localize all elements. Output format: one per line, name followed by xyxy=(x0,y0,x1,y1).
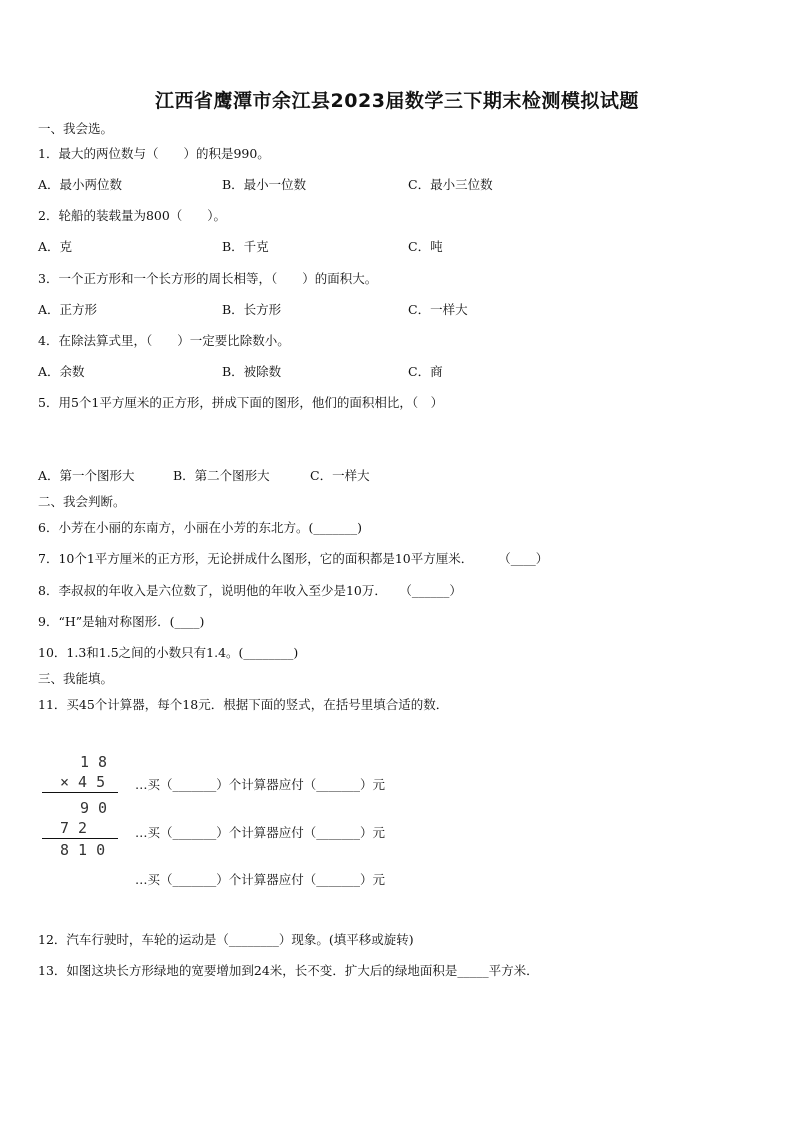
q1-option-b: B．最小一位数 xyxy=(222,177,307,192)
q3-option-b: B．长方形 xyxy=(222,302,282,317)
calc-multiplier: × 4 5 xyxy=(60,773,106,791)
q5-option-a: A．第一个图形大 xyxy=(38,468,135,483)
question-5: 5．用5个1平方厘米的正方形，拼成下面的图形，他们的面积相比，（ ） xyxy=(38,395,444,410)
calc-product: 8 1 0 xyxy=(60,841,106,859)
question-2: 2．轮船的装载量为800（ ）。 xyxy=(38,208,227,223)
calc-partial-2: 7 2 xyxy=(60,819,88,837)
question-6: 6．小芳在小丽的东南方，小丽在小芳的东北方。(_______) xyxy=(38,520,362,535)
q3-option-a: A．正方形 xyxy=(38,302,98,317)
q11-answer-line-1: …买（_______）个计算器应付（_______）元 xyxy=(135,777,386,792)
q11-answer-line-3: …买（_______）个计算器应付（_______）元 xyxy=(135,872,386,887)
q2-option-b: B．千克 xyxy=(222,239,269,254)
question-4: 4．在除法算式里，（ ）一定要比除数小。 xyxy=(38,333,290,348)
question-12: 12．汽车行驶时，车轮的运动是（________）现象。(填平移或旋转) xyxy=(38,932,414,947)
q5-option-c: C．一样大 xyxy=(310,468,370,483)
calc-partial-1: 9 0 xyxy=(80,799,108,817)
q3-option-c: C．一样大 xyxy=(408,302,468,317)
calc-rule-1 xyxy=(42,792,118,793)
question-10: 10．1.3和1.5之间的小数只有1.4。(________) xyxy=(38,645,299,660)
page-title: 江西省鹰潭市余江县2023届数学三下期末检测模拟试题 xyxy=(155,90,639,112)
section-heading-fill: 三、我能填。 xyxy=(38,671,114,686)
section-heading-judge: 二、我会判断。 xyxy=(38,494,126,509)
question-1: 1．最大的两位数与（ ）的积是990。 xyxy=(38,146,270,161)
question-8: 8．李叔叔的年收入是六位数了，说明他的年收入至少是10万． （______） xyxy=(38,583,462,598)
question-9: 9．“H”是轴对称图形．(____) xyxy=(38,614,205,629)
q1-option-a: A．最小两位数 xyxy=(38,177,123,192)
question-3: 3．一个正方形和一个长方形的周长相等，（ ）的面积大。 xyxy=(38,271,378,286)
q4-option-a: A．余数 xyxy=(38,364,85,379)
question-11: 11．买45个计算器，每个18元．根据下面的竖式，在括号里填合适的数． xyxy=(38,697,449,712)
q4-option-c: C．商 xyxy=(408,364,443,379)
calc-rule-2 xyxy=(42,838,118,839)
question-13: 13．如图这块长方形绿地的宽要增加到24米，长不变．扩大后的绿地面积是_____平方米． xyxy=(38,963,539,978)
q2-option-a: A．克 xyxy=(38,239,73,254)
calc-multiplicand: 1 8 xyxy=(80,753,108,771)
vertical-multiplication xyxy=(40,750,130,860)
q2-option-c: C．吨 xyxy=(408,239,443,254)
q4-option-b: B．被除数 xyxy=(222,364,282,379)
question-7: 7．10个1平方厘米的正方形，无论拼成什么图形，它的面积都是10平方厘米． （____） xyxy=(38,551,549,566)
q11-answer-line-2: …买（_______）个计算器应付（_______）元 xyxy=(135,825,386,840)
q5-option-b: B．第二个图形大 xyxy=(173,468,270,483)
q1-option-c: C．最小三位数 xyxy=(408,177,493,192)
section-heading-choice: 一、我会选。 xyxy=(38,121,114,136)
